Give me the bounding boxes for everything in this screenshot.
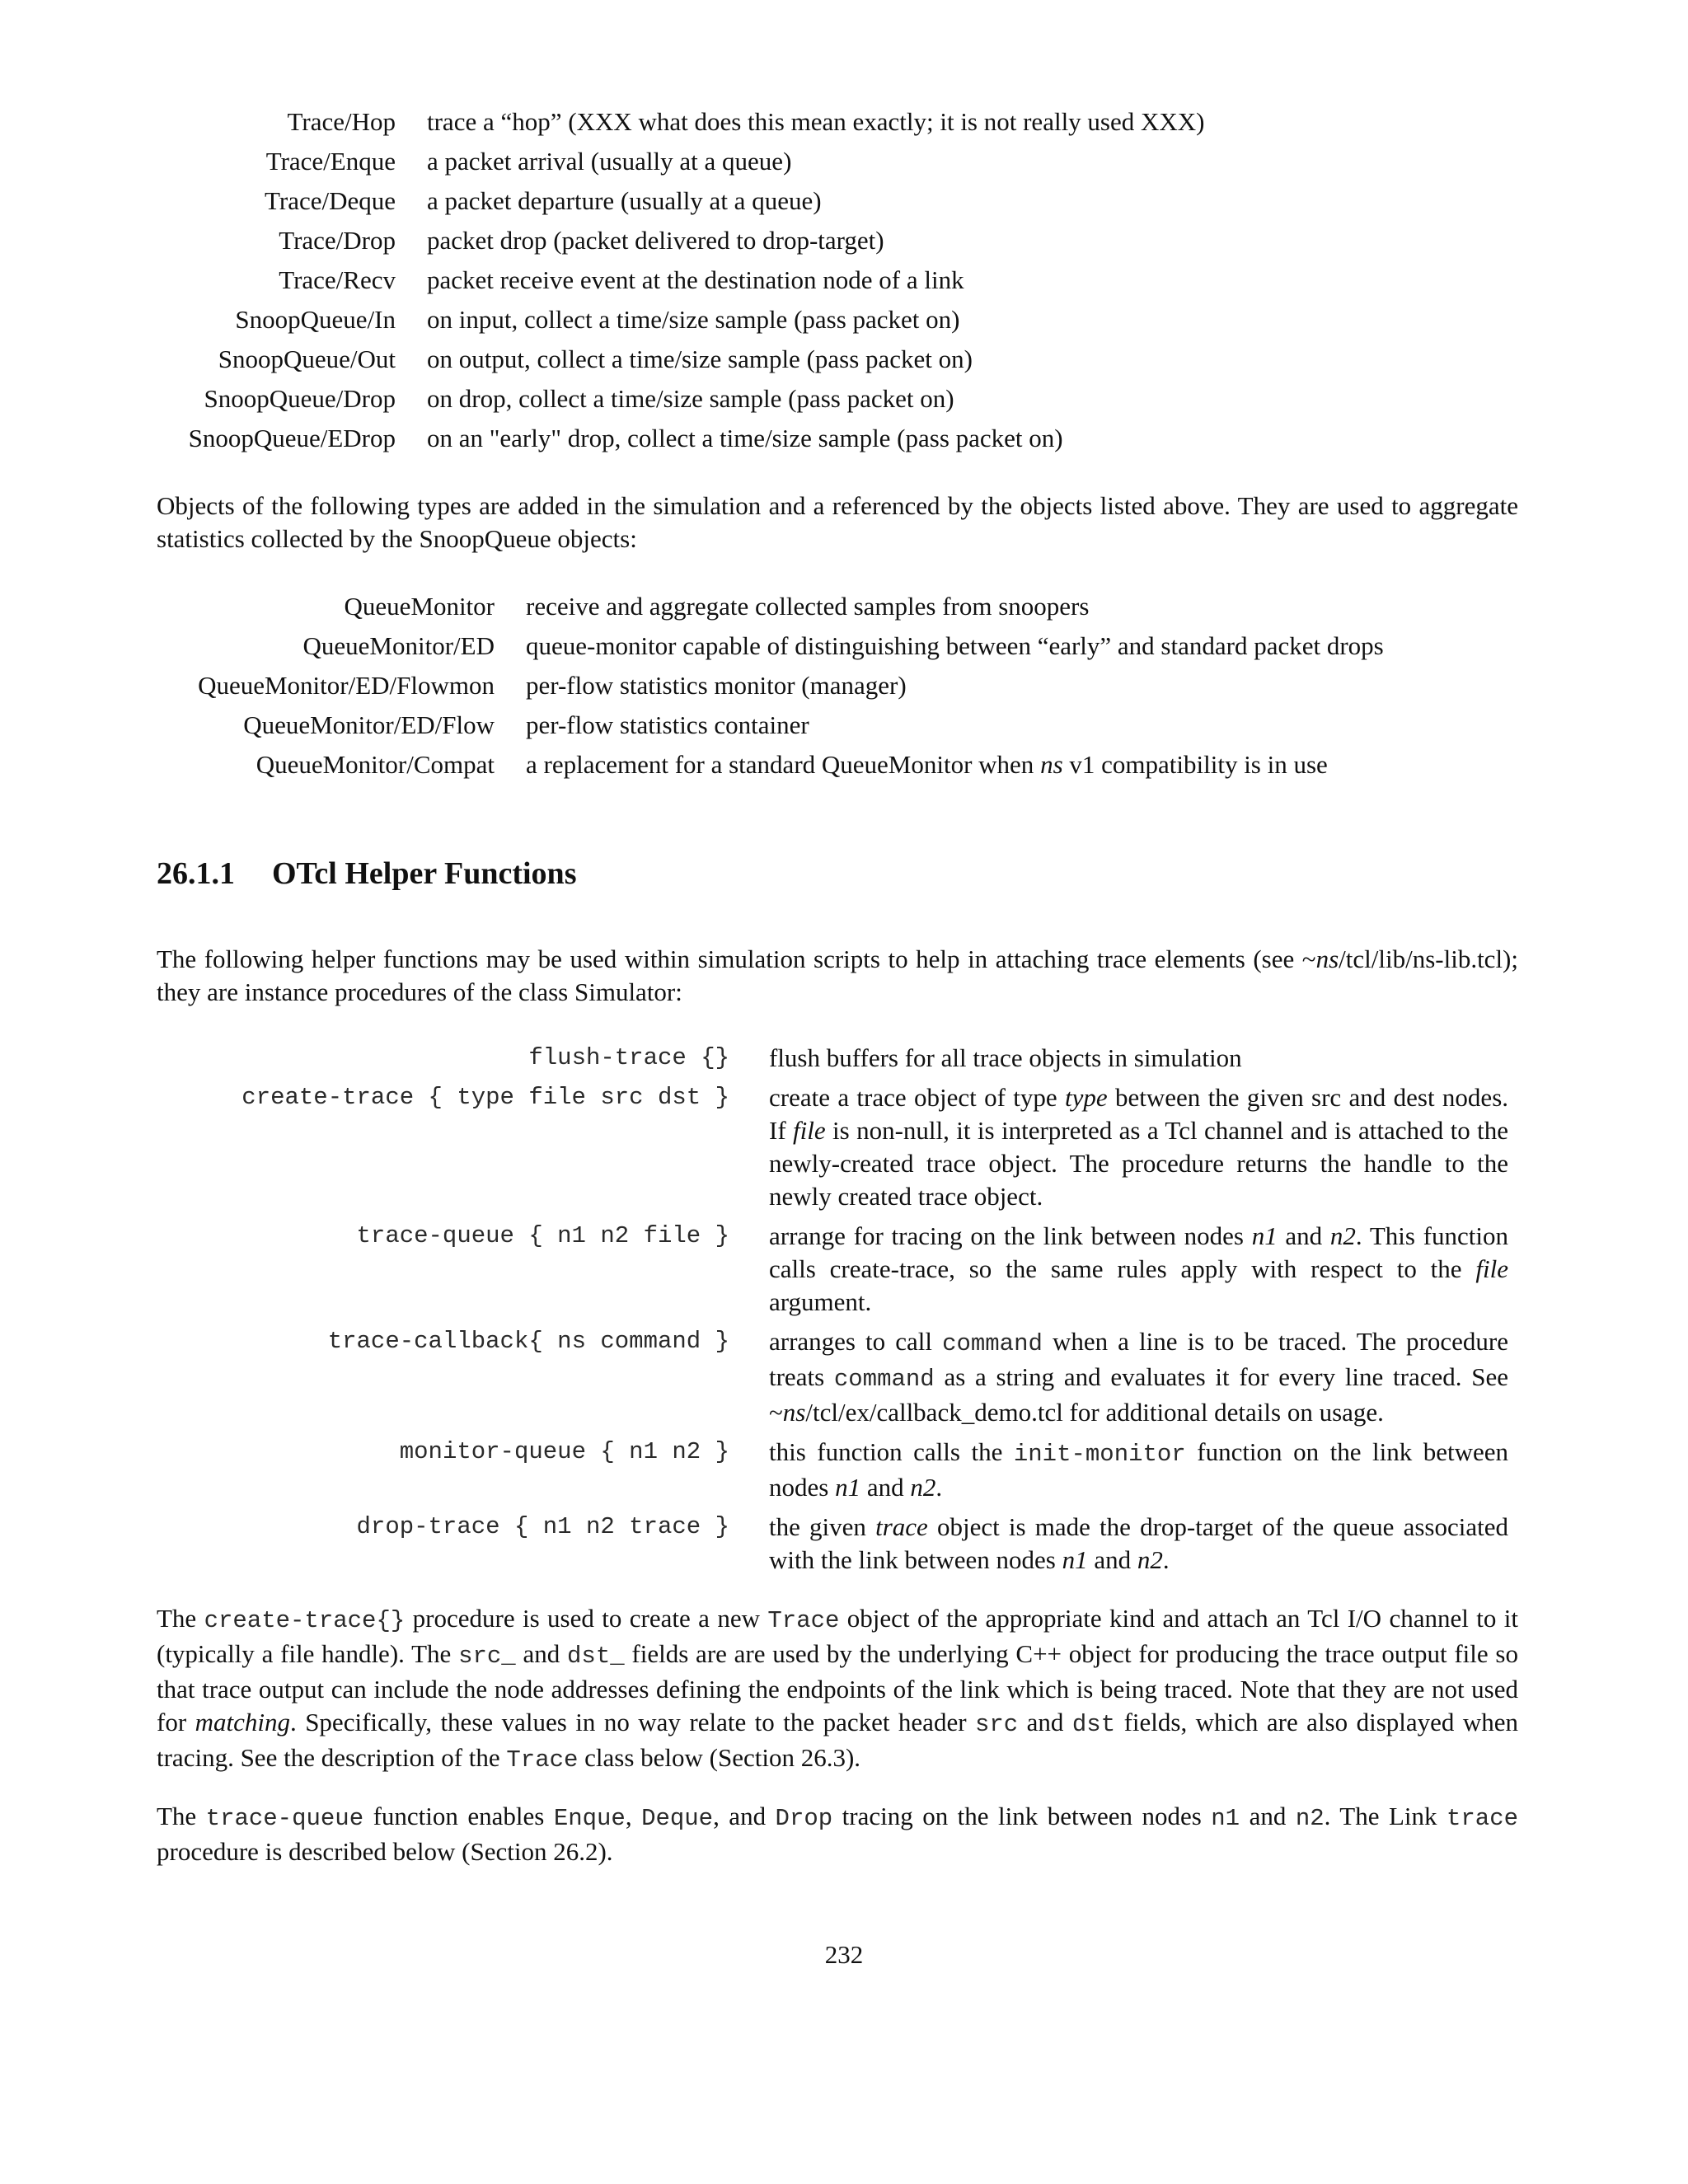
term: QueueMonitor/Compat bbox=[256, 750, 495, 779]
code-term: trace-queue bbox=[205, 1805, 364, 1832]
text-run: and bbox=[1240, 1802, 1296, 1830]
emphasis: type bbox=[1064, 1083, 1108, 1112]
text-run: function on the link between nodes bbox=[769, 1437, 1509, 1502]
text-run: arrange for tracing on the link between nodes bbox=[769, 1221, 1252, 1250]
text-run: class below (Section 26.3). bbox=[578, 1743, 861, 1772]
section-number: 26.1.1 bbox=[157, 856, 235, 891]
helper-function-table bbox=[157, 1042, 1508, 1583]
section-title: OTcl Helper Functions bbox=[272, 856, 577, 891]
text-run: procedure is described below (Section 26.2). bbox=[157, 1837, 613, 1866]
description: per-flow statistics monitor (manager) bbox=[526, 671, 907, 700]
table-row bbox=[157, 422, 1508, 462]
term: Trace/Recv bbox=[279, 265, 396, 294]
description: a packet departure (usually at a queue) bbox=[427, 186, 822, 215]
text-run: . The Link bbox=[1324, 1802, 1447, 1830]
description: on input, collect a time/size sample (pass packet on) bbox=[427, 305, 960, 334]
text-run: , and bbox=[713, 1802, 776, 1830]
description: per-flow statistics container bbox=[526, 710, 809, 739]
description: on an "early" drop, collect a time/size sample (pass packet on) bbox=[427, 424, 1063, 452]
table-row bbox=[157, 1220, 1508, 1325]
emphasis: n2 bbox=[1329, 1221, 1356, 1250]
description: a replacement for a standard QueueMonitor when ns v1 compatibility is in use bbox=[526, 750, 1328, 779]
paragraph-helper-intro: The following helper functions may be used within simulation scripts to help in attaching trace elements (see ~ns/tcl/lib/ns-lib.tcl); they are instance procedures of the class Simulator: bbox=[157, 944, 1518, 1006]
text-run: flush buffers for all trace objects in simulation bbox=[769, 1043, 1242, 1072]
code-term: src bbox=[975, 1711, 1019, 1738]
function-description bbox=[729, 1436, 1508, 1504]
term: Trace/Enque bbox=[265, 147, 396, 176]
text-run: function enables bbox=[363, 1802, 554, 1830]
table-row bbox=[157, 224, 1508, 264]
text-run: and bbox=[1018, 1708, 1072, 1736]
code-term: trace bbox=[1447, 1805, 1519, 1832]
text-run: fields are are used by the underlying C++ object for producing the trace output file so that trace output can include the node addresses defining the endpoints of the link which is being traced. Note that they are not used for bbox=[157, 1639, 1518, 1736]
section-heading bbox=[157, 854, 576, 893]
description: receive and aggregate collected samples from snoopers bbox=[526, 592, 1090, 621]
code-term: Trace bbox=[767, 1607, 840, 1634]
text-run: when a line is to be traced. The procedure treats bbox=[769, 1327, 1508, 1391]
table-row bbox=[157, 303, 1508, 343]
table-row bbox=[157, 105, 1508, 145]
trace-object-table bbox=[157, 105, 1508, 462]
table-row bbox=[157, 185, 1508, 224]
table-row bbox=[157, 669, 1508, 709]
term: QueueMonitor/ED/Flowmon bbox=[198, 671, 495, 700]
text-run: . bbox=[1162, 1545, 1170, 1574]
text-run: /tcl/ex/callback_demo.tcl for additional details on usage. bbox=[805, 1398, 1384, 1427]
text-run: and bbox=[1087, 1545, 1137, 1574]
description: packet receive event at the destination node of a link bbox=[427, 265, 964, 294]
code-term: Enque bbox=[553, 1805, 626, 1832]
description: packet drop (packet delivered to drop-target) bbox=[427, 226, 884, 255]
function-description bbox=[729, 1081, 1508, 1213]
text-run: fields, which are also displayed when tracing. See the description of the bbox=[157, 1708, 1518, 1772]
table-row bbox=[157, 1042, 1508, 1081]
table-row bbox=[157, 709, 1508, 748]
table-row bbox=[157, 343, 1508, 382]
emphasis: file bbox=[1475, 1254, 1508, 1283]
emphasis: n2 bbox=[1137, 1545, 1163, 1574]
emphasis: n1 bbox=[1062, 1545, 1088, 1574]
text-run: and bbox=[1277, 1221, 1330, 1250]
code-term: src_ bbox=[458, 1643, 516, 1670]
paragraph-trace-queue bbox=[157, 1800, 1518, 1868]
code-term: Drop bbox=[775, 1805, 833, 1832]
description: queue-monitor capable of distinguishing between “early” and standard packet drops bbox=[526, 631, 1384, 660]
function-signature: drop-trace { n1 n2 trace } bbox=[356, 1513, 729, 1540]
emphasis: n2 bbox=[910, 1473, 936, 1502]
text-run: object of the appropriate kind and attach an Tcl I/O channel to it (typically a file handle). The bbox=[157, 1604, 1518, 1668]
emphasis: matching bbox=[195, 1708, 290, 1736]
table-row bbox=[157, 1436, 1508, 1511]
table-row bbox=[157, 1081, 1508, 1220]
paragraph-monitor-intro: Objects of the following types are added in the simulation and a referenced by the objects listed above. They are used to aggregate statistics collected by the SnoopQueue objects: bbox=[157, 491, 1518, 553]
text-run: . Specifically, these values in no way relate to the packet header bbox=[289, 1708, 975, 1736]
text-run: the given bbox=[769, 1512, 876, 1541]
emphasis: n1 bbox=[835, 1473, 861, 1502]
description: trace a “hop” (XXX what does this mean exactly; it is not really used XXX) bbox=[427, 107, 1205, 136]
monitor-object-table bbox=[157, 590, 1508, 788]
term: Trace/Hop bbox=[287, 107, 396, 136]
text-run: create a trace object of type bbox=[769, 1083, 1065, 1112]
function-description bbox=[729, 1220, 1508, 1319]
term: Trace/Drop bbox=[279, 226, 396, 255]
function-description bbox=[729, 1511, 1508, 1577]
table-row bbox=[157, 264, 1508, 303]
emphasis: trace bbox=[875, 1512, 928, 1541]
text-run: The bbox=[157, 1802, 206, 1830]
function-signature: trace-queue { n1 n2 file } bbox=[356, 1222, 729, 1249]
table-row bbox=[157, 1325, 1508, 1436]
term: SnoopQueue/EDrop bbox=[188, 424, 396, 452]
code-term: dst_ bbox=[567, 1643, 625, 1670]
text-run: , bbox=[625, 1802, 642, 1830]
table-row bbox=[157, 590, 1508, 630]
code-term: n2 bbox=[1295, 1805, 1325, 1832]
term: QueueMonitor bbox=[344, 592, 495, 621]
code-term: Trace bbox=[506, 1746, 579, 1774]
text-run: this function calls the bbox=[769, 1437, 1014, 1466]
text-run: tracing on the link between nodes bbox=[832, 1802, 1212, 1830]
code-term: command bbox=[942, 1330, 1043, 1357]
function-signature: flush-trace {} bbox=[528, 1044, 729, 1071]
page-number: 232 bbox=[824, 1940, 864, 1969]
emphasis: ns bbox=[782, 1398, 806, 1427]
code-term: command bbox=[833, 1366, 935, 1393]
text-run: . bbox=[935, 1473, 943, 1502]
function-signature: create-trace { type file src dst } bbox=[241, 1084, 729, 1111]
function-description bbox=[729, 1042, 1508, 1075]
text-run: and bbox=[515, 1639, 568, 1668]
code-term: init-monitor bbox=[1013, 1441, 1186, 1468]
table-row bbox=[157, 748, 1508, 788]
emphasis: file bbox=[793, 1116, 826, 1145]
text-run: argument. bbox=[769, 1287, 872, 1316]
function-description bbox=[729, 1325, 1508, 1429]
text-run: is non-null, it is interpreted as a Tcl channel and is attached to the newly-created trace object. The procedure returns the handle to the newly created trace object. bbox=[769, 1116, 1508, 1211]
text-run: The bbox=[157, 1604, 204, 1633]
code-term: dst bbox=[1071, 1711, 1116, 1738]
term: SnoopQueue/Out bbox=[218, 344, 396, 373]
text-run: and bbox=[860, 1473, 911, 1502]
table-row bbox=[157, 382, 1508, 422]
term: SnoopQueue/Drop bbox=[204, 384, 396, 413]
text-run: as a string and evaluates it for every line traced. See ~ bbox=[769, 1362, 1508, 1427]
term: Trace/Deque bbox=[265, 186, 396, 215]
term: QueueMonitor/ED/Flow bbox=[243, 710, 495, 739]
description: on drop, collect a time/size sample (pass packet on) bbox=[427, 384, 954, 413]
table-row bbox=[157, 630, 1508, 669]
text-run: procedure is used to create a new bbox=[405, 1604, 768, 1633]
code-term: n1 bbox=[1211, 1805, 1240, 1832]
emphasis: n1 bbox=[1251, 1221, 1278, 1250]
table-row bbox=[157, 1511, 1508, 1583]
term: QueueMonitor/ED bbox=[302, 631, 495, 660]
text-run: . This function calls create-trace, so the same rules apply with respect to the bbox=[769, 1221, 1508, 1283]
description: a packet arrival (usually at a queue) bbox=[427, 147, 792, 176]
code-term: create-trace{} bbox=[204, 1607, 406, 1634]
paragraph-create-trace bbox=[157, 1602, 1518, 1777]
text-run: between the given src and dest nodes. If bbox=[769, 1083, 1509, 1145]
code-term: Deque bbox=[641, 1805, 714, 1832]
text-run: arranges to call bbox=[769, 1327, 943, 1356]
table-row bbox=[157, 145, 1508, 185]
function-signature: monitor-queue { n1 n2 } bbox=[399, 1438, 729, 1465]
description: on output, collect a time/size sample (pass packet on) bbox=[427, 344, 973, 373]
term: SnoopQueue/In bbox=[235, 305, 396, 334]
text-run: object is made the drop-target of the queue associated with the link between nodes bbox=[769, 1512, 1509, 1574]
function-signature: trace-callback{ ns command } bbox=[327, 1328, 729, 1355]
